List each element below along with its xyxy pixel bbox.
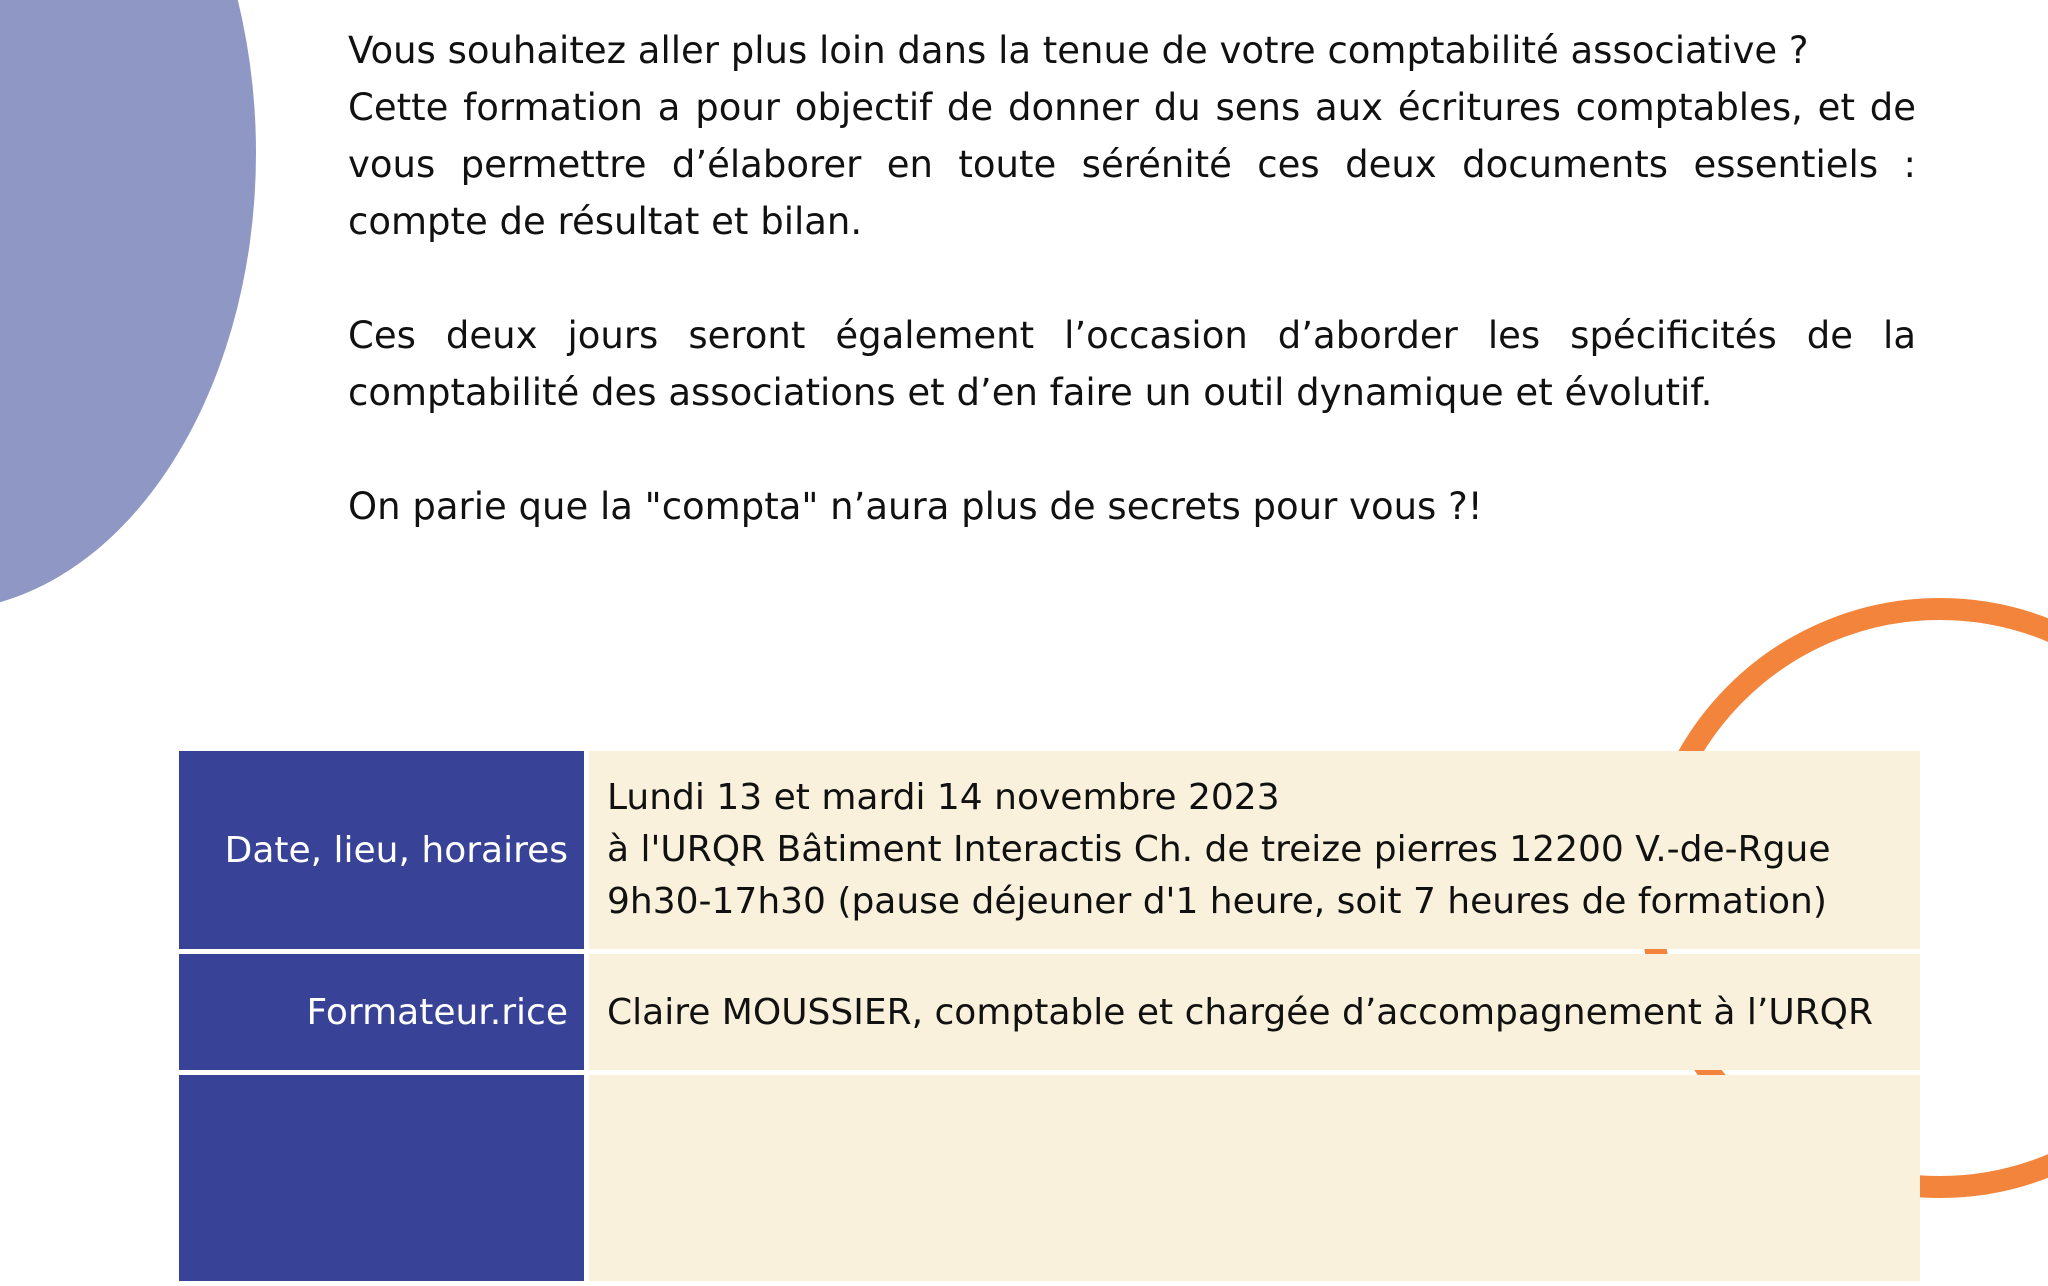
partial-label (179, 1075, 589, 1281)
partial-value (589, 1075, 1920, 1281)
date-value (589, 751, 1920, 949)
date-label: Date, lieu, horaires (179, 751, 589, 949)
date-line: Lundi 13 et mardi 14 novembre 2023 (607, 777, 1280, 818)
table-row-trainer (179, 954, 1920, 1070)
trainer-label: Formateur.rice (179, 954, 589, 1070)
location-line: à l'URQR Bâtiment Interactis Ch. de treize pierres 12200 V.-de-Rgue (607, 829, 1831, 870)
intro-paragraph-3: Ces deux jours seront également l’occasion d’aborder les spécificités de la comptabilité des associations et d’en faire un outil dynamique et évolutif. (348, 314, 1916, 414)
table-row-partial (179, 1075, 1920, 1281)
table-row-date (179, 751, 1920, 949)
intro-paragraph-2: Cette formation a pour objectif de donner du sens aux écritures comptables, et de vous permettre d’élaborer en toute sérénité ces deux documents essentiels : compte de résultat et bilan. (348, 86, 1916, 243)
intro-text (348, 22, 1916, 535)
trainer-value: Claire MOUSSIER, comptable et chargée d’accompagnement à l’URQR (589, 954, 1920, 1070)
intro-paragraph-4: On parie que la "compta" n’aura plus de secrets pour vous ?! (348, 485, 1483, 528)
hours-line: 9h30-17h30 (pause déjeuner d'1 heure, soit 7 heures de formation) (607, 881, 1827, 922)
info-table (179, 746, 1920, 1286)
intro-paragraph-1: Vous souhaitez aller plus loin dans la tenue de votre comptabilité associative ? (348, 29, 1809, 72)
decorative-purple-circle (0, 0, 256, 611)
